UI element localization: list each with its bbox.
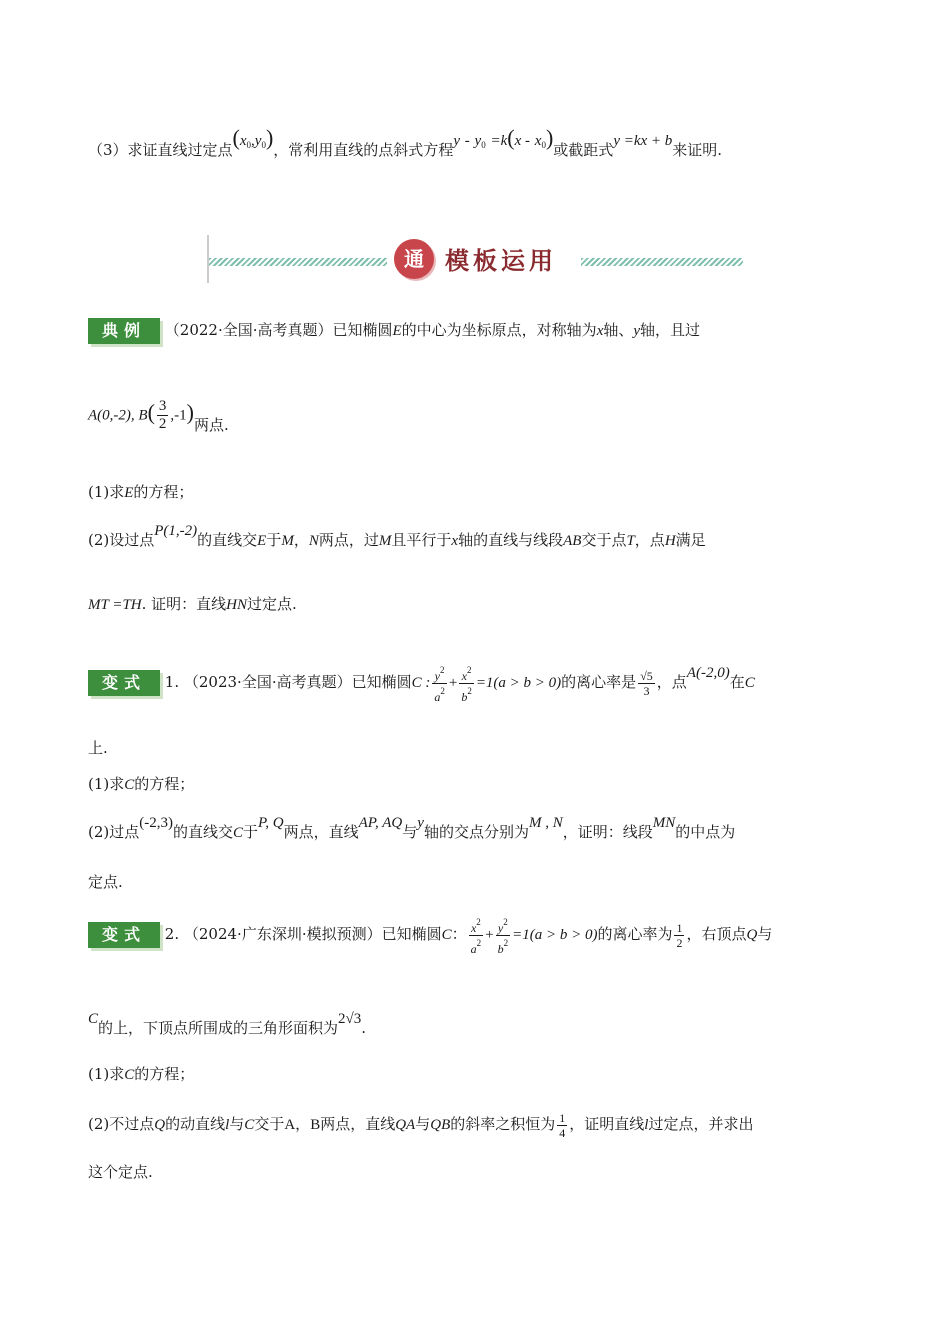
fraction-x2-a2: $\frac{x^2}{a^2}$ [470,916,482,956]
variant2-line-2: C的上，下顶点所围成的三角形面积为2√3. [88,1011,367,1037]
point-neg2-3: (-2,3) [139,815,173,831]
variant1-line-2: 上. [88,739,108,757]
variant1-tag: 变式 [88,670,160,696]
banner-stripe-right [581,258,743,266]
point-P: P(1,-2) [154,523,198,539]
area-value: 2√3 [338,1011,362,1027]
fraction-1-4: $\frac{1}{4}$ [559,1110,566,1140]
variant2-line-1: 变式 2. （2024·广东深圳·模拟预测）已知椭圆C： $\frac{x^2}{a^2}$ + $\frac{y^2}{b^2}$ =1(a > b > 0)的离心率为 $\frac{1}{2}$ ，右顶点Q与 [88,914,772,956]
variant2-question-2-cont: 这个定点. [88,1163,153,1181]
variant1-line-1: 变式 1. （2023·全国·高考真题）已知椭圆C : $\frac{y^2}{a^2}$ + $\frac{x^2}{b^2}$ =1(a > b > 0)的离心率是 $\frac{√5}{3}$ ，点A(-2,0)在C [88,662,755,704]
example-question-2: (2)设过点P(1,-2)的直线交E于M，N两点，过M且平行于x轴的直线与线段AB交于点T，点H满足 [88,523,706,549]
point-A-B: A(0,-2), B [88,407,148,424]
intro-tail-text: 来证明. [672,141,723,159]
variant1-question-2-cont: 定点. [88,873,123,891]
banner-badge-icon: 通 [394,239,434,279]
intro-or-text: 或截距式 [553,141,614,159]
fraction-x2-b2: $\frac{x^2}{b^2}$ [461,664,472,704]
fraction-y2-b2: $\frac{y^2}{b^2}$ [497,916,509,956]
example-question-1: (1)求E的方程； [88,483,194,501]
intro-mid-text: ，常利用直线的点斜式方程 [273,141,454,159]
example-tag: 典例 [88,318,160,344]
point-slope-formula: $y - y_0 =k(x - x_0)$ [453,125,554,150]
slope-intercept-formula: y =kx + b [613,133,673,149]
variant2-question-1: (1)求C的方程； [88,1065,195,1083]
vector-equation: MT =TH [88,597,142,613]
fraction-1-2: $\frac{1}{2}$ [676,920,683,950]
example-line-1: 典例 （2022·全国·高考真题）已知椭圆E的中心为坐标原点，对称轴为x轴、y轴，且过 [88,318,700,344]
fraction-y2-a2: $\frac{y^2}{a^2}$ [434,664,445,704]
fraction-sqrt5-3: $\frac{√5}{3}$ [640,668,653,698]
point-formula: $(x_0,y_0)$ [232,125,274,150]
point-A: A(-2,0) [686,665,730,681]
intro-label: （3）求证直线过定点 [88,141,233,159]
section-banner [207,235,747,283]
example-question-2-cont: MT =TH. 证明：直线HN过定点. [88,595,297,613]
variant2-tag: 变式 [88,922,160,948]
banner-stripe-left [209,258,387,266]
variant2-question-2: (2)不过点Q的动直线l与C交于A，B两点，直线QA与QB的斜率之积恒为 $\frac{1}{4}$ ，证明直线l过定点，并求出 [88,1110,754,1140]
example-line-2: A(0,-2), B( $\frac{3}{2}$ ,-1)两点. [88,398,229,434]
fraction-3-2: $\frac{3}{2}$ [158,398,167,432]
variant1-question-2: (2)过点(-2,3)的直线交C于P, Q两点，直线AP, AQ与y轴的交点分别为M , N，证明：线段MN的中点为 [88,815,736,841]
banner-title: 模板运用 [445,247,557,275]
intro-item-3 [88,125,723,167]
variant1-question-1: (1)求C的方程； [88,775,195,793]
